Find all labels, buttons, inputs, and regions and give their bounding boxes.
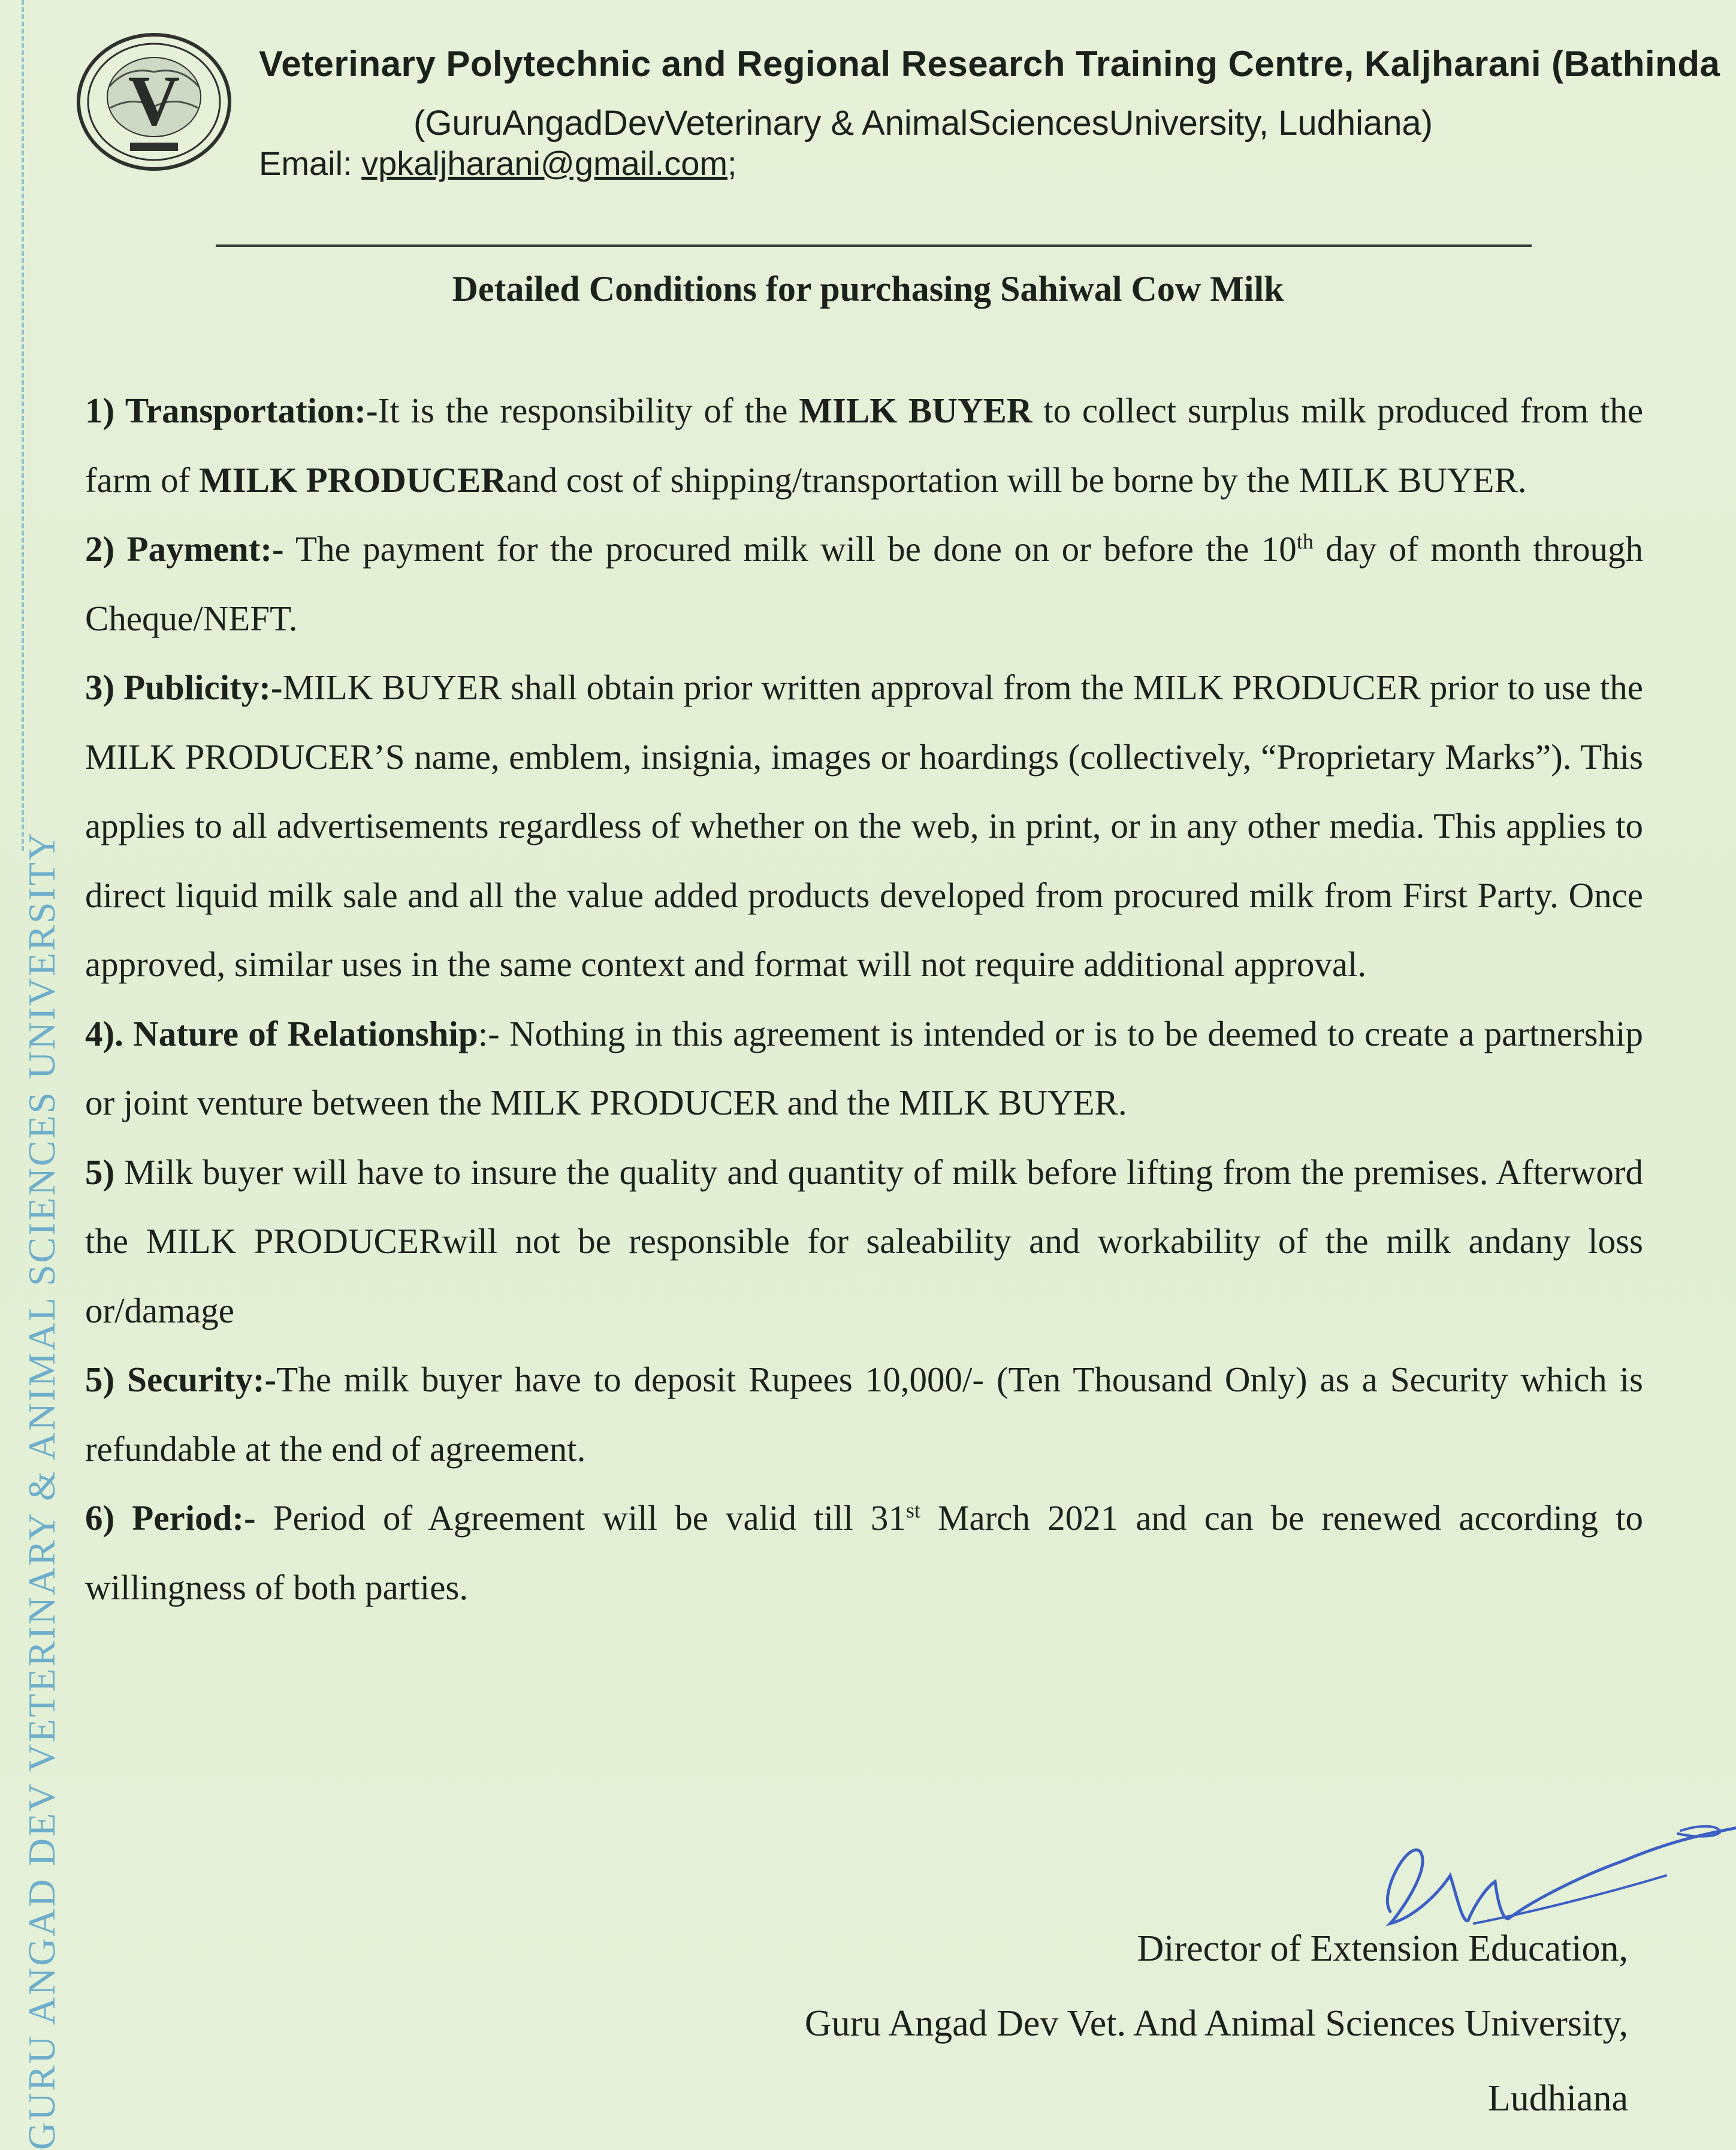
email-suffix: ; xyxy=(727,144,737,182)
signatory-university: Guru Angad Dev Vet. And Animal Sciences University, xyxy=(804,2003,1628,2044)
margin-dashed-line xyxy=(22,0,24,851)
conditions-list xyxy=(85,376,1643,1622)
clause-heading: 4). Nature of Relationship xyxy=(85,1013,478,1053)
ordinal-suffix: th xyxy=(1296,529,1314,554)
clause-text: Milk buyer will have to insure the quality and quantity of milk before lifting from the premises. Afterword the MILK PRODUCERwill not be responsible for saleability and workability of the milk andany loss or/damage xyxy=(85,1152,1643,1330)
institution-name: Veterinary Polytechnic and Regional Research Training Centre, Kaljharani (Bathinda xyxy=(259,44,1720,84)
clause-emphasis: MILK PRODUCER xyxy=(199,460,506,500)
clause-period xyxy=(85,1484,1643,1622)
university-logo-icon xyxy=(73,30,235,174)
clause-heading: 2) Payment:- xyxy=(85,529,284,569)
clause-text: Period of Agreement will be valid till 31 xyxy=(255,1498,906,1538)
university-name: (GuruAngadDevVeterinary & AnimalSciencesUniversity, Ludhiana) xyxy=(413,104,1433,143)
clause-text: March 2021 and can be renewed according to willingness of both parties. xyxy=(85,1498,1643,1607)
ordinal-suffix: st xyxy=(905,1498,920,1523)
clause-text: day of month through Cheque/NEFT. xyxy=(85,529,1643,638)
clause-text: MILK BUYER shall obtain prior written approval from the MILK PRODUCER prior to use the MILK PRODUCER’S name, emblem, insignia, images or hoardings (collectively, “Proprietary Marks”). This applies to all advertisements regardless of whether on the web, in print, or in any other media. This applies to direct liquid milk sale and all the value added products developed from procured milk from First Party. Once approved, similar uses in the same context and format will not require additional approval. xyxy=(85,668,1643,984)
clause-heading: 1) Transportation:- xyxy=(85,391,378,430)
clause-publicity xyxy=(85,653,1643,999)
clause-heading: 3) Publicity:- xyxy=(85,668,283,707)
email-label: Email: xyxy=(259,144,362,182)
clause-text: The payment for the procured milk will be done on or before the 10 xyxy=(283,529,1297,569)
clause-security xyxy=(85,1345,1643,1484)
email-line xyxy=(259,144,737,183)
clause-transportation xyxy=(85,376,1643,515)
clause-heading: 5) xyxy=(85,1152,115,1192)
clause-payment xyxy=(85,515,1643,653)
signatory-city: Ludhiana xyxy=(1487,2078,1628,2119)
clause-emphasis: MILK BUYER xyxy=(799,391,1032,430)
clause-heading: 6) Period:- xyxy=(85,1498,256,1538)
logo-emblem-letter: V xyxy=(128,61,180,140)
clause-text: :- Nothing in this agreement is intended or is to be deemed to create a partnership or joint venture between the MILK PRODUCER and the MILK BUYER. xyxy=(85,1013,1643,1122)
clause-text: and cost of shipping/transportation will be borne by the MILK BUYER. xyxy=(506,460,1527,500)
clause-quality xyxy=(85,1138,1643,1346)
clause-text: The milk buyer have to deposit Rupees 10,000/- (Ten Thousand Only) as a Security which is refundable at the end of agreement. xyxy=(85,1360,1643,1469)
clause-text: It is the responsibility of the xyxy=(378,391,799,430)
clause-heading: 5) Security:- xyxy=(85,1360,277,1399)
signatory-block xyxy=(805,1912,1628,2136)
clause-text: to collect surplus milk produced from the farm of xyxy=(85,391,1644,500)
email-link[interactable]: vpkaljharani@gmail.com xyxy=(361,144,728,182)
header-divider xyxy=(216,244,1532,247)
document-title: Detailed Conditions for purchasing Sahiwal Cow Milk xyxy=(452,269,1284,309)
university-vertical-stamp: GURU ANGAD DEV VETERINARY & ANIMAL SCIENCES UNIVERSITY xyxy=(20,831,63,2150)
signatory-title: Director of Extension Education, xyxy=(1137,1928,1628,1969)
clause-nature-of-relationship xyxy=(85,999,1643,1138)
